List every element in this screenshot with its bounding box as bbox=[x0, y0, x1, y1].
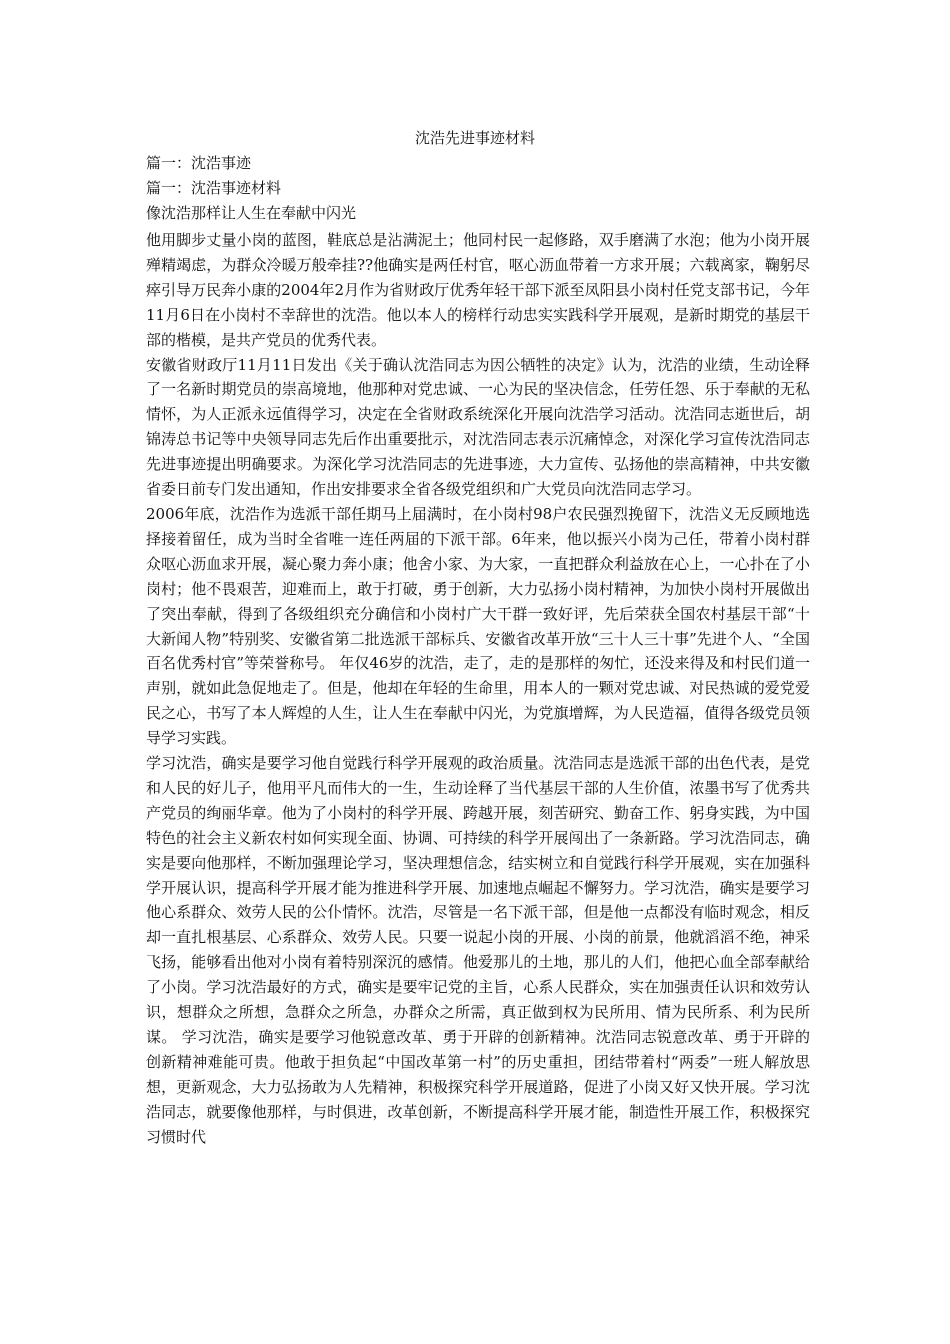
body-paragraph-3: 2006年底，沈浩作为选派干部任期马上届满时，在小岗村98户农民强烈挽留下，沈浩义无反顾地选择接着留任，成为当时全省唯一连任两届的下派干部。6年来，他以振兴小岗为己任，带着小岗村群众呕心沥血求开展，凝心聚力奔小康；他舍小家、为大家，一直把群众利益放在心上，一心扑在了小岗村；他不畏艰苦，迎难而上，敢于打破，勇于创新，大力弘扬小岗村精神，为加快小岗村开展做出了突出奉献，得到了各级组织充分确信和小岗村广大干群一致好评，先后荣获全国农村基层干部“十大新闻人物”特别奖、安徽省第二批选派干部标兵、安徽省改革开放“三十人三十事”先进个人、“全国百名优秀村官”等荣誉称号。 年仅46岁的沈浩，走了，走的是那样的匆忙，还没来得及和村民们道一声别，就如此急促地走了。但是，他却在年轻的生命里，用本人的一颗对党忠诚、对民热诚的爱党爱民之心，书写了本人辉煌的人生，让人生在奉献中闪光，为党旗增辉，为人民造福，值得各级党员领导学习实践。 bbox=[146, 504, 810, 748]
body-paragraph-2: 安徽省财政厅11月11日发出《关于确认沈浩同志为因公牺牲的决定》认为，沈浩的业绩，生动诠释了一名新时期党员的崇高境地，他那种对党忠诚、一心为民的坚决信念，任劳任怨、乐于奉献的无私情怀，为人正派永远值得学习，决定在全省财政系统深化开展向沈浩学习活动。沈浩同志逝世后，胡锦涛总书记等中央领导同志先后作出重要批示，对沈浩同志表示沉痛悼念，对深化学习宣传沈浩同志先进事迹提出明确要求。为深化学习沈浩同志的先进事迹，大力宣传、弘扬他的崇高精神，中共安徽省委日前专门发出通知，作出安排要求全省各级党组织和广大党员向沈浩同志学习。 bbox=[146, 355, 810, 499]
section-heading-1: 篇一：沈浩事迹 bbox=[146, 154, 252, 172]
section-heading-2: 篇一：沈浩事迹材料 bbox=[146, 179, 282, 197]
document-body bbox=[146, 228, 810, 1150]
body-paragraph-1: 他用脚步丈量小岗的蓝图，鞋底总是沾满泥土；他同村民一起修路，双手磨满了水泡；他为小岗开展殚精竭虑，为群众冷暖万般牵挂??他确实是两任村官，呕心沥血带着一方求开展；六载离家，鞠躬尽瘁引导万民奔小康的2004年2月作为省财政厅优秀年轻干部下派至凤阳县小岗村任党支部书记，今年11月6日在小岗村不幸辞世的沈浩。他以本人的榜样行动忠实实践科学开展观，是新时期党的基层干部的楷模，是共产党员的优秀代表。 bbox=[146, 231, 810, 349]
body-paragraph-4: 学习沈浩，确实是要学习他自觉践行科学开展观的政治质量。沈浩同志是选派干部的出色代表，是党和人民的好儿子，他用平凡而伟大的一生，生动诠释了当代基层干部的人生价值，浓墨书写了优秀共产党员的绚丽华章。他为了小岗村的科学开展、跨越开展，刻苦研究、勤奋工作、躬身实践，为中国特色的社会主义新农村如何实现全面、协调、可持续的科学开展闯出了一条新路。学习沈浩同志，确实是要向他那样，不断加强理论学习，坚决理想信念，结实树立和自觉践行科学开展观，实在加强科学开展认识，提高科学开展才能为推进科学开展、加速地点崛起不懈努力。学习沈浩，确实是要学习他心系群众、效劳人民的公仆情怀。沈浩，尽管是一名下派干部，但是他一点都没有临时观念，相反却一直扎根基层、心系群众、效劳人民。只要一说起小岗的开展、小岗的前景，他就滔滔不绝，神采飞扬，能够看出他对小岗有着特别深沉的感情。他爱那儿的土地，那儿的人们，他把心血全部奉献给了小岗。学习沈浩最好的方式，确实是要牢记党的主旨，心系人民群众，实在加强责任认识和效劳认识，想群众之所想，急群众之所急，办群众之所需，真正做到权为民所用、情为民所系、利为民所谋。 学习沈浩，确实是要学习他锐意改革、勇于开辟的创新精神。沈浩同志锐意改革、勇于开辟的创新精神难能可贵。他敢于担负起“中国改革第一村”的历史重担，团结带着村“两委”一班人解放思想，更新观念，大力弘扬敢为人先精神，积极探究科学开展道路，促进了小岗又好又快开展。学习沈浩同志，就要像他那样，与时俱进，改革创新，不断提高科学开展才能，制造性开展工作，积极探究习惯时代 bbox=[146, 754, 810, 1146]
document-title: 沈浩先进事迹材料 bbox=[414, 129, 535, 147]
article-heading: 像沈浩那样让人生在奉献中闪光 bbox=[146, 204, 357, 222]
